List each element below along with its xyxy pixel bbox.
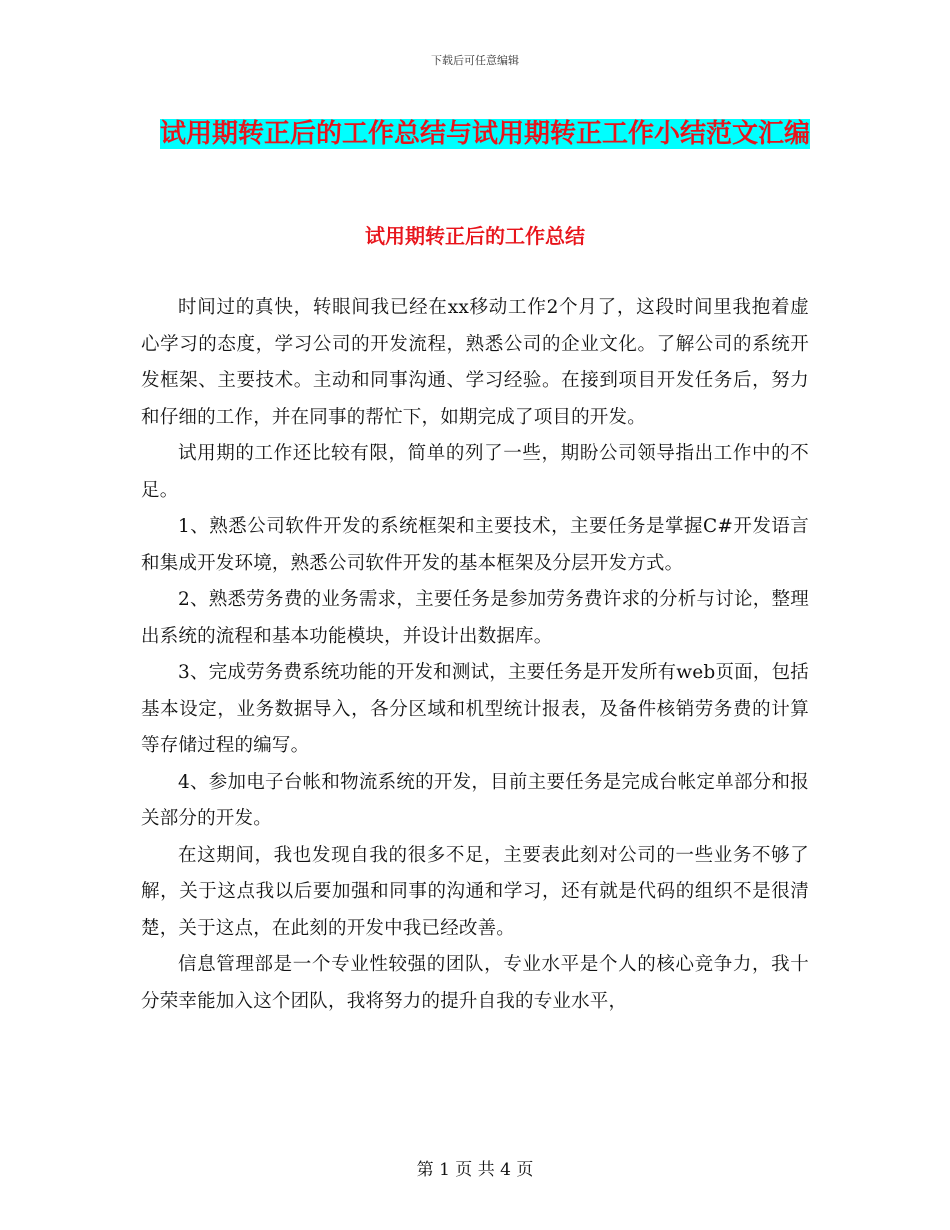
document-title-text: 试用期转正后的工作总结与试用期转正工作小结范文汇编 xyxy=(159,119,810,149)
document-body xyxy=(141,290,809,1020)
section-title: 试用期转正后的工作总结 xyxy=(365,224,585,248)
paragraph: 在这期间，我也发现自我的很多不足，主要表此刻对公司的一些业务不够了解，关于这点我以后要加强和同事的沟通和学习，还有就是代码的组织不是很清楚，关于这点，在此刻的开发中我已经改善。 xyxy=(141,844,809,939)
paragraph: 4、参加电子台帐和物流系统的开发，目前主要任务是完成台帐定单部分和报关部分的开发。 xyxy=(141,771,809,829)
paragraph: 2、熟悉劳务费的业务需求，主要任务是参加劳务费许求的分析与讨论，整理出系统的流程和基本功能模块，并设计出数据库。 xyxy=(141,589,809,647)
paragraph: 1、熟悉公司软件开发的系统框架和主要技术，主要任务是掌握C#开发语言和集成开发环境，熟悉公司软件开发的基本框架及分层开发方式。 xyxy=(141,516,809,574)
header-note: 下载后可任意编辑 xyxy=(431,54,519,67)
page-footer: 第 1 页 共 4 页 xyxy=(416,1160,534,1180)
paragraph: 试用期的工作还比较有限，简单的列了一些，期盼公司领导指出工作中的不足。 xyxy=(141,443,809,501)
document-title xyxy=(140,112,830,156)
paragraph: 信息管理部是一个专业性较强的团队，专业水平是个人的核心竞争力，我十分荣幸能加入这个团队，我将努力的提升自我的专业水平， xyxy=(141,954,809,1012)
paragraph: 3、完成劳务费系统功能的开发和测试，主要任务是开发所有web页面，包括基本设定，业务数据导入，各分区域和机型统计报表，及备件核销劳务费的计算等存储过程的编写。 xyxy=(141,662,809,756)
paragraph: 时间过的真快，转眼间我已经在xx移动工作2个月了，这段时间里我抱着虚心学习的态度，学习公司的开发流程，熟悉公司的企业文化。了解公司的系统开发框架、主要技术。主动和同事沟通、学习经验。在接到项目开发任务后，努力和仔细的工作，并在同事的帮忙下，如期完成了项目的开发。 xyxy=(141,297,809,428)
